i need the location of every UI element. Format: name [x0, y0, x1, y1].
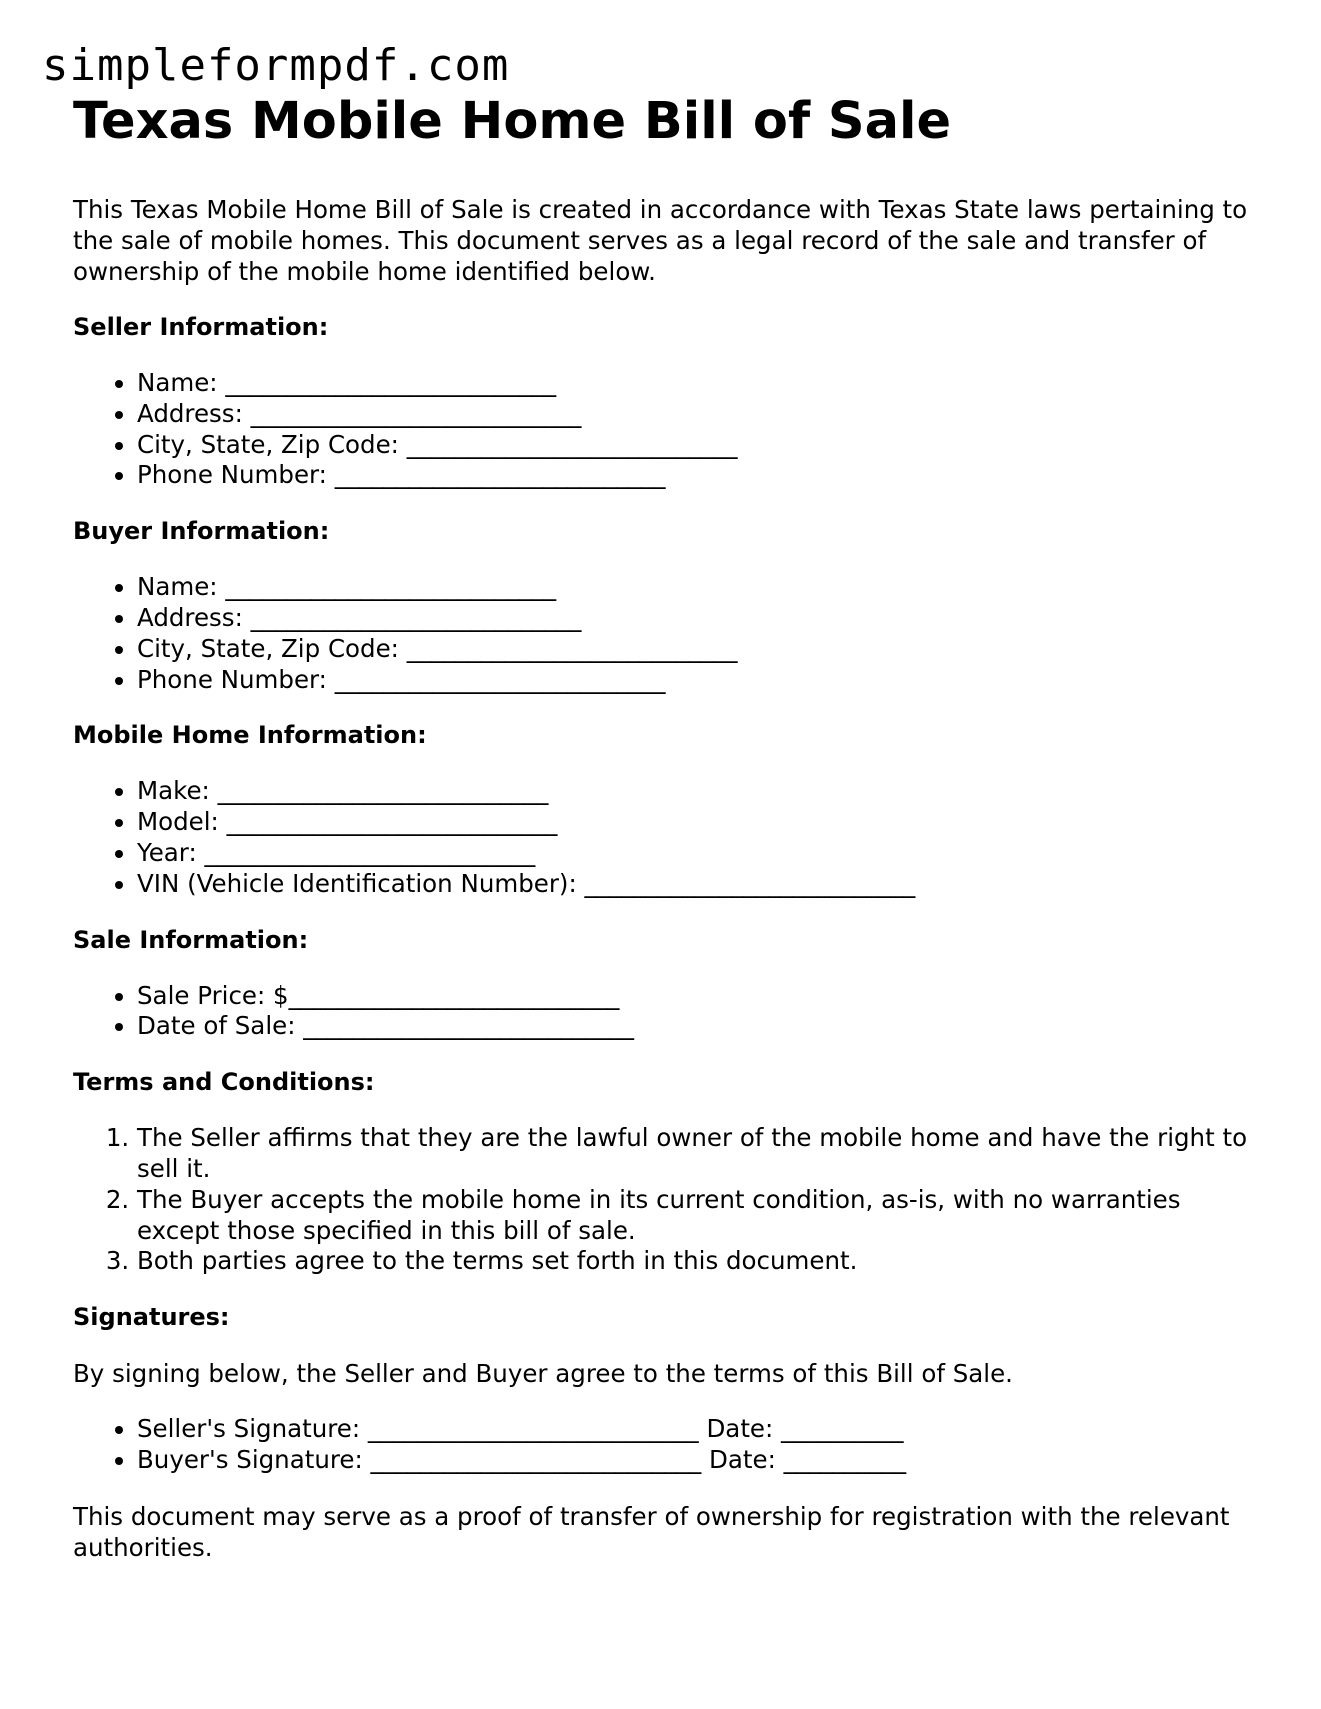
buyer-phone-field: • Phone Number: ___________________________ [137, 665, 1253, 696]
buyer-address-field: • Address: ___________________________ [137, 603, 1253, 634]
watermark-text: simpleformpdf.com [42, 40, 510, 91]
seller-address-field: • Address: ___________________________ [137, 399, 1253, 430]
mobile-home-heading: Mobile Home Information: [73, 721, 427, 750]
seller-phone-field: • Phone Number: ___________________________ [137, 460, 1253, 491]
buyer-heading: Buyer Information: [73, 517, 330, 546]
signatures-list [73, 1414, 1253, 1476]
sale-list [73, 981, 1253, 1043]
sale-heading: Sale Information: [73, 925, 309, 954]
term-item: 1. The Seller affirms that they are the lawful owner of the mobile home and have the right to sell it. [137, 1123, 1253, 1185]
signatures-intro: By signing below, the Seller and Buyer agree to the terms of this Bill of Sale. [73, 1359, 1013, 1389]
model-field: • Model: ___________________________ [137, 807, 1253, 838]
buyer-name-field: • Name: ___________________________ [137, 572, 1253, 603]
seller-name-field: • Name: ___________________________ [137, 368, 1253, 399]
term-item: 2. The Buyer accepts the mobile home in its current condition, as-is, with no warranties except those specified in this bill of sale. [137, 1185, 1253, 1247]
intro-paragraph: This Texas Mobile Home Bill of Sale is created in accordance with Texas State laws pertaining to the sale of mobile homes. This document serves as a legal record of the sale and transfer of ownership of the mobile home identified below. [73, 195, 1248, 286]
date-of-sale-field: • Date of Sale: ___________________________ [137, 1011, 1253, 1042]
term-item: 3. Both parties agree to the terms set forth in this document. [137, 1246, 1253, 1277]
vin-field: • VIN (Vehicle Identification Number): ___________________________ [137, 869, 1253, 900]
terms-heading: Terms and Conditions: [73, 1068, 375, 1097]
buyer-signature-field: • Buyer's Signature: ___________________________ Date: __________ [137, 1445, 1253, 1476]
signatures-heading: Signatures: [73, 1303, 230, 1332]
footer-paragraph: This document may serve as a proof of transfer of ownership for registration with the relevant authorities. [73, 1501, 1230, 1562]
terms-list [73, 1123, 1253, 1277]
document-page [73, 92, 1253, 1563]
seller-list [73, 368, 1253, 491]
seller-heading: Seller Information: [73, 313, 329, 341]
sale-price-field: • Sale Price: $___________________________ [137, 981, 1253, 1012]
seller-city-state-zip-field: • City, State, Zip Code: ___________________________ [137, 430, 1253, 461]
make-field: • Make: ___________________________ [137, 776, 1253, 807]
seller-signature-field: • Seller's Signature: ___________________________ Date: __________ [137, 1414, 1253, 1445]
buyer-list [73, 572, 1253, 695]
buyer-city-state-zip-field: • City, State, Zip Code: ___________________________ [137, 634, 1253, 665]
mobile-home-list [73, 776, 1253, 899]
document-title: Texas Mobile Home Bill of Sale [73, 92, 952, 151]
year-field: • Year: ___________________________ [137, 838, 1253, 869]
